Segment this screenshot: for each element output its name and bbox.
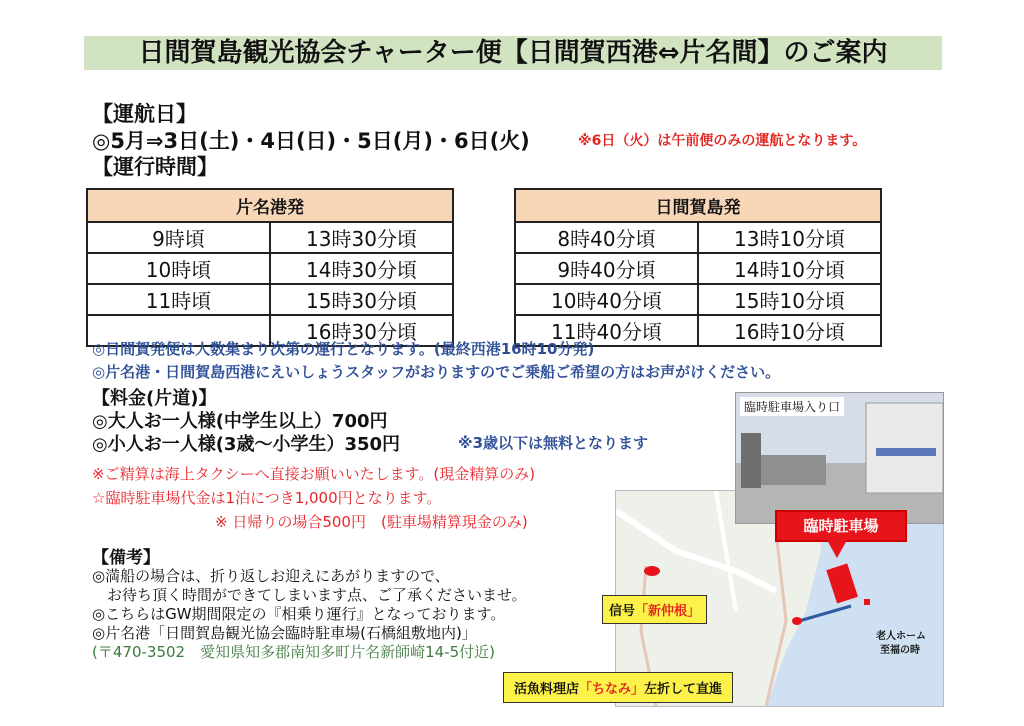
parking-callout: 臨時駐車場 bbox=[775, 510, 907, 542]
table-cell: 11時頃 bbox=[87, 284, 270, 315]
remarks-line: ◎満船の場合は、折り返しお迎えにあがりますので、 bbox=[92, 567, 450, 585]
signal-callout bbox=[602, 595, 707, 624]
restaurant-name: 「ちなみ」 bbox=[579, 682, 645, 697]
note-line: ◎片名港・日間賀島西港にえいしょうスタッフがおりますのでご乗船ご希望の方はお声がけください。 bbox=[92, 363, 781, 381]
parking-fee-note: ☆臨時駐車場代金は1泊につき1,000円となります。 bbox=[92, 489, 442, 507]
remarks-line: ◎片名港「日間賀島観光協会臨時駐車場(石橋組敷地内)」 bbox=[92, 624, 477, 642]
katana-header: 片名港発 bbox=[87, 189, 453, 222]
table-cell: 15時10分頃 bbox=[698, 284, 881, 315]
table-cell: 13時10分頃 bbox=[698, 222, 881, 253]
himaka-header: 日間賀島発 bbox=[515, 189, 881, 222]
operation-dates: ◎5月⇒3日(土)・4日(日)・5日(月)・6日(火) bbox=[92, 129, 530, 153]
elderly-home-line: 至福の時 bbox=[880, 645, 920, 656]
table-row bbox=[515, 284, 881, 315]
table-cell: 8時40分頃 bbox=[515, 222, 698, 253]
parking-arrow-icon bbox=[827, 540, 847, 558]
table-cell: 16時10分頃 bbox=[698, 315, 881, 346]
operation-note: ※6日（火）は午前便のみの運航となります。 bbox=[578, 133, 867, 149]
table-cell: 11時40分頃 bbox=[515, 315, 698, 346]
fare-adult: ◎大人お一人様(中学生以上）700円 bbox=[92, 411, 388, 432]
parking-entrance-photo bbox=[735, 392, 944, 524]
elderly-home-line: 老人ホーム bbox=[876, 631, 926, 642]
table-row bbox=[515, 253, 881, 284]
photo-label: 臨時駐車場入り口 bbox=[740, 397, 844, 416]
table-cell: 15時30分頃 bbox=[270, 284, 453, 315]
note-line: ◎日間賀発便は人数集まり次第の運行となります。(最終西港16時10分発) bbox=[92, 340, 595, 358]
signal-prefix: 信号 bbox=[609, 604, 636, 619]
remarks-heading: 【備考】 bbox=[92, 548, 160, 568]
table-cell: 9時40分頃 bbox=[515, 253, 698, 284]
page-title: 日間賀島観光協会チャーター便【日間賀西港⇔片名間】のご案内 bbox=[84, 36, 942, 70]
restaurant-prefix: 活魚料理店 bbox=[514, 682, 580, 697]
signal-name: 「新仲根」 bbox=[635, 604, 701, 619]
himaka-timetable bbox=[514, 188, 882, 347]
fare-heading: 【料金(片道)】 bbox=[92, 388, 217, 409]
operation-heading: 【運航日】 bbox=[92, 102, 197, 126]
table-cell: 14時10分頃 bbox=[698, 253, 881, 284]
restaurant-suffix: 左折して直進 bbox=[644, 682, 723, 697]
remarks-line: ◎こちらはGW期間限定の『相乗り運行』となっております。 bbox=[92, 605, 506, 623]
remarks-address: (〒470-3502 愛知県知多郡南知多町片名新師崎14-5付近) bbox=[92, 643, 495, 661]
table-cell: 14時30分頃 bbox=[270, 253, 453, 284]
table-row bbox=[87, 284, 453, 315]
restaurant-callout bbox=[503, 672, 733, 703]
table-row bbox=[87, 253, 453, 284]
payment-note: ※ご精算は海上タクシーへ直接お願いいたします。(現金精算のみ) bbox=[92, 465, 536, 483]
katana-timetable bbox=[86, 188, 454, 347]
table-row bbox=[87, 222, 453, 253]
fare-child: ◎小人お一人様(3歳～小学生）350円 bbox=[92, 434, 401, 455]
fare-child-note: ※3歳以下は無料となります bbox=[458, 434, 649, 452]
table-cell: 9時頃 bbox=[87, 222, 270, 253]
table-cell: 10時40分頃 bbox=[515, 284, 698, 315]
elderly-home-label bbox=[876, 630, 926, 658]
table-cell: 10時頃 bbox=[87, 253, 270, 284]
day-trip-note: ※ 日帰りの場合500円 (駐車場精算現金のみ) bbox=[215, 513, 528, 531]
table-cell: 16時30分頃 bbox=[270, 315, 453, 346]
table-row bbox=[515, 222, 881, 253]
table-cell: 13時30分頃 bbox=[270, 222, 453, 253]
time-heading: 【運行時間】 bbox=[92, 155, 218, 179]
remarks-line: お待ち頂く時間ができてしまいます点、ご了承くださいませ。 bbox=[92, 586, 527, 604]
